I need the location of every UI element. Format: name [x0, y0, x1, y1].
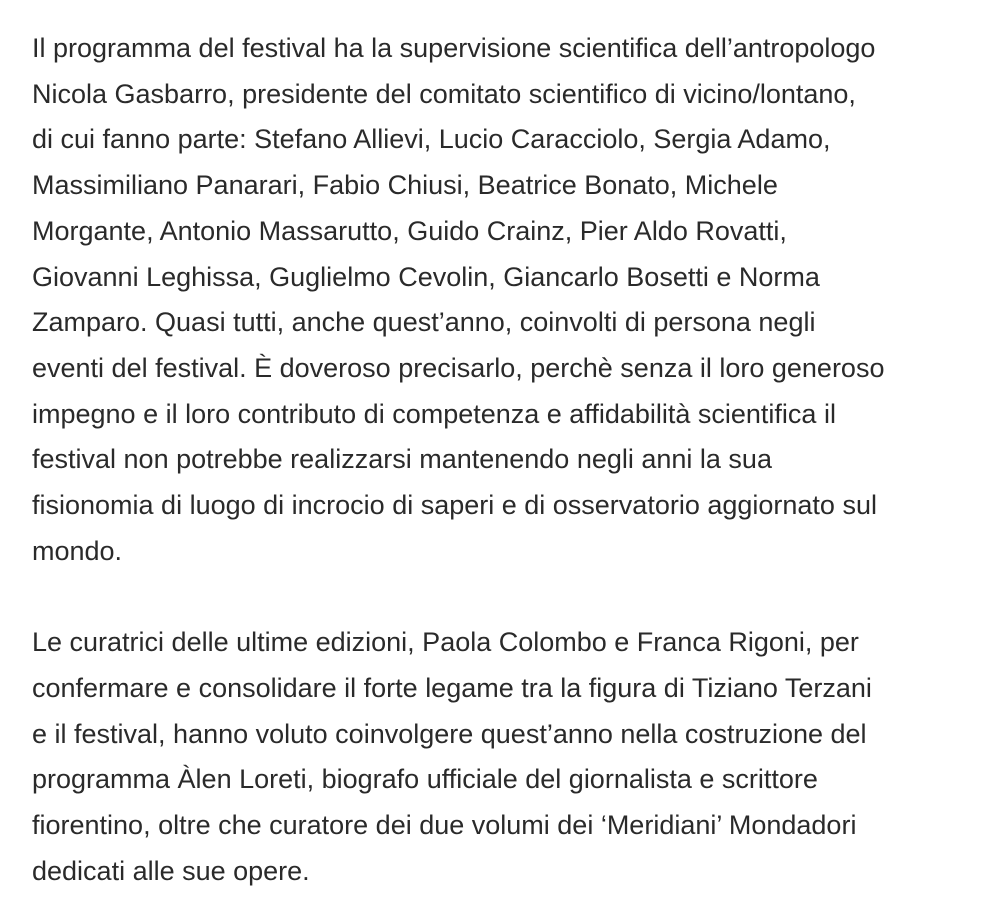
text-line: programma Àlen Loreti, biografo ufficiale del giornalista e scrittore [32, 764, 818, 795]
text-line: Il programma del festival ha la supervisione scientifica dell’antropologo [32, 33, 876, 63]
text-line: Zamparo. Quasi tutti, anche quest’anno, coinvolti di persona negli [32, 307, 816, 338]
text-line: eventi del festival. È doveroso precisarlo, perchè senza il loro generoso [32, 352, 885, 383]
text-line: dedicati alle sue opere. [32, 855, 310, 886]
text-line: fisionomia di luogo di incrocio di saperi e di osservatorio aggiornato sul [32, 490, 877, 521]
text-line: Nicola Gasbarro, presidente del comitato scientifico di vicino/lontano, [32, 78, 856, 109]
paragraph-festival-program [32, 26, 972, 574]
article-body [32, 26, 972, 894]
text-line: festival non potrebbe realizzarsi mantenendo negli anni la sua [32, 444, 772, 475]
text-line: e il festival, hanno voluto coinvolgere quest’anno nella costruzione del [32, 718, 867, 749]
text-line: confermare e consolidare il forte legame tra la figura di Tiziano Terzani [32, 672, 872, 703]
text-line: Giovanni Leghissa, Guglielmo Cevolin, Giancarlo Bosetti e Norma [32, 261, 820, 292]
text-line: Le curatrici delle ultime edizioni, Paola Colombo e Franca Rigoni, per [32, 627, 859, 658]
text-line: Massimiliano Panarari, Fabio Chiusi, Beatrice Bonato, Michele [32, 170, 778, 201]
text-line: Morgante, Antonio Massarutto, Guido Crainz, Pier Aldo Rovatti, [32, 215, 787, 246]
text-line: mondo. [32, 535, 123, 566]
text-line: impegno e il loro contributo di competenza e affidabilità scientifica il [32, 398, 836, 429]
text-line: di cui fanno parte: Stefano Allievi, Lucio Caracciolo, Sergia Adamo, [32, 124, 831, 155]
text-line: fiorentino, oltre che curatore dei due volumi dei ‘Meridiani’ Mondadori [32, 809, 857, 840]
paragraph-curators [32, 620, 972, 894]
paragraph-spacer [32, 574, 972, 620]
